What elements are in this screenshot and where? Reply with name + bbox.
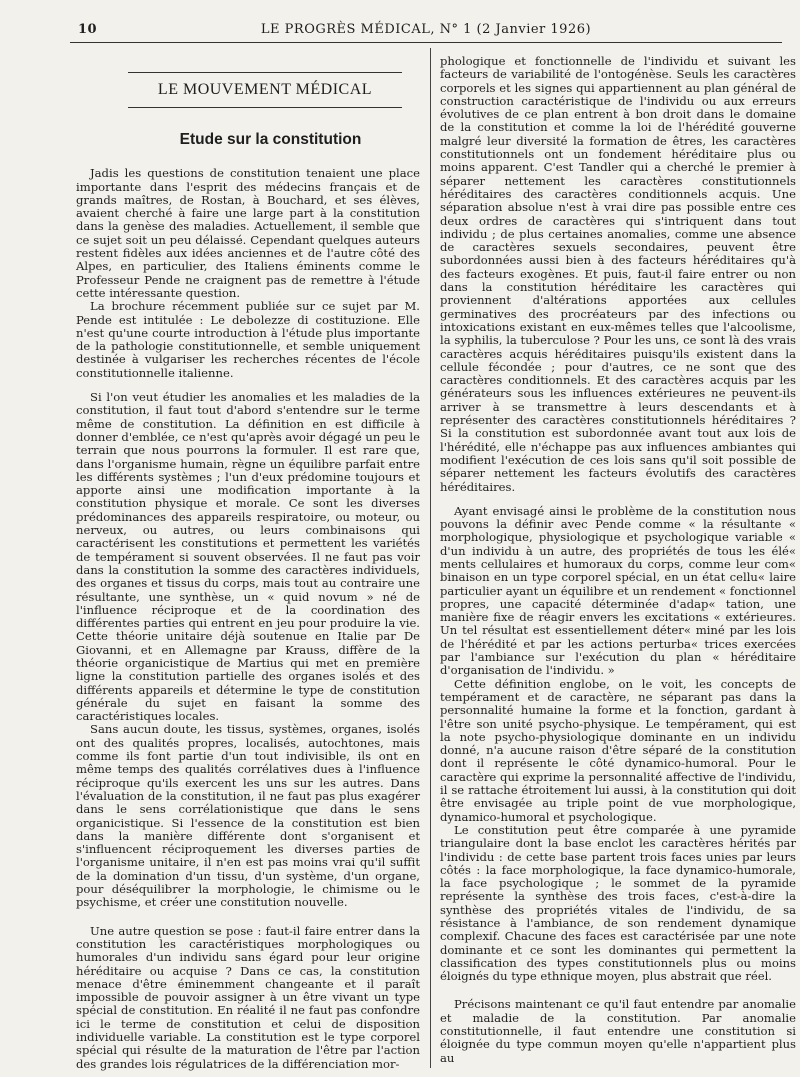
running-title: LE PROGRÈS MÉDICAL, N° 1 (2 Janvier 1926) — [260, 22, 592, 37]
paragraph: Ayant envisagé ainsi le problème de la constitution nous pouvons la définir avec Pende comme « la résultante « morphologique, physiologique et psychologique variable « d'un individu à un autre, des propriétés de tous les élé« ments cellulaires et humoraux du corps, comme leur com« binaison en un type corporel spécial, en un état cellu« laire particulier ayant un équilibre et un rendement « fonctionnel propres, une capacité déterminée d'adap« tation, une manière fixe de réagir envers les excitations « extérieures. Un tel résultat est essentiellement déter« miné par les lois de l'hérédité et par les actions perturba« trices exercées par l'ambiance sur l'exécution du plan « héréditaire d'organisation de l'individu. » — [440, 503, 796, 678]
paragraph: Le constitution peut être comparée à une pyramide triangulaire dont la base enclot les caractères hérités par l'individu : de cette base partent trois faces unies par leurs côtés : la face morphologique, la face dynamico-humorale, la face psychologique ; le sommet de la pyramide représente la synthèse des trois faces, c'est-à-dire la synthèse des propriétés vitales de l'individu, de sa résistance à l'ambiance, de son rendement dynamique complexif. Chacune des faces est caractérisée par une note dominante et ce sont les dominantes qui permettent la classification des types constitutionnels plus ou moins éloignés du type ethnique moyen, plus abstrait que réel. — [440, 822, 796, 984]
right-column — [440, 55, 796, 1065]
column-rule — [430, 48, 431, 1068]
paragraph: Cette définition englobe, on le voit, les concepts de tempérament et de caractère, ne séparant pas dans la personnalité humaine la forme et la fonction, gardant à l'être son unité psycho-physique. Le tempérament, qui est la note psycho-physiologique dominante en un individu donné, n'a aucune raison d'être séparé de la constitution dont il représente le côté dynamico-humoral. Pour le caractère qui exprime la personnalité affective de l'individu, il se rattache étroitement lui aussi, à la constitution qui doit être envisagée au triple point de vue morphologique, dynamico-humoral et psychologique. — [440, 676, 796, 824]
paragraph: Sans aucun doute, les tissus, systèmes, organes, isolés ont des qualités propres, localisés, autochtones, mais comme ils font partie d'un tout indivisible, ils ont en même temps des qualités corrélatives dues à l'influence réciproque qu'ils exercent les uns sur les autres. Dans l'évaluation de la constitution, il ne faut pas plus exagérer dans le sens corrélationistique que dans le sens organicistique. Si l'essence de la constitution est bien dans la manière différente dont s'organisent et s'influencent réciproquement les diverses parties de l'organisme unitaire, il n'en est pas moins vrai qu'il suffit de la domination d'un tissu, d'un système, d'un organe, pour déséquilibrer la morphologie, le chimisme ou le psychisme, et créer une constitution nouvelle. — [76, 722, 420, 910]
left-column — [76, 48, 420, 1071]
paragraph: Précisons maintenant ce qu'il faut entendre par anomalie et maladie de la constitution. Par anomalie constitutionnelle, il faut entendre une constitution si éloignée du type commun moyen qu'elle n'appartient plus au — [440, 997, 796, 1065]
paragraph: La brochure récemment publiée sur ce sujet par M. Pende est intitulée : Le debolezze di costituzione. Elle n'est qu'une courte introduction à l'étude plus importante de la pathologie constitutionnelle, et semble uniquement destinée à vulgariser les recherches récentes de l'école constitutionnelle italienne. — [76, 299, 420, 380]
section-title: LE MOUVEMENT MÉDICAL — [128, 72, 402, 108]
paragraph: phologique et fonctionnelle de l'individu et suivant les facteurs de variabilité de l'ontogénèse. Seuls les caractères corporels et les signes qui appartiennent au plan général de construction caractéristique de l'individu ou aux erreurs évolutives de ce plan entrent à bon droit dans le domaine de la constitution et comme la loi de l'hérédité gouverne malgré leur diversité la formation de êtres, les caractères constitutionnels ont un fondement héréditaire plus ou moins apparent. C'est Tandler qui a cherché le premier à séparer nettement les caractères constitutionnels héréditaires des caractères conditionnels acquis. Une séparation absolue n'est à vrai dire pas possible entre ces deux ordres de caractères qui s'intriquent dans tout individu ; de plus certaines anomalies, comme une absence de caractères sexuels secondaires, peuvent être subordonnées aussi bien à des facteurs héréditaires qu'à des facteurs exogènes. Et puis, faut-il faire entrer ou non dans la constitution héréditaire les caractères qui proviennent d'altérations apportées aux cellules germinatives des procréateurs par des infections ou intoxications existant en eux-mêmes telles que l'alcoolisme, la syphilis, la tuberculose ? Pour les uns, ce sont là des vrais caractères acquis héréditaires puisqu'ils existent dans la cellule fécondée ; pour d'autres, ce ne sont que des caractères conditionnels. Et des caractères acquis par les générateurs sous les influences extérieures ne peuvent-ils arriver à se transmettre à leurs descendants et à représenter des caractères constitutionnels héréditaires ? Si la constitution est subordonnée avant tout aux lois de l'hérédité, elle n'échappe pas aux influences ambiantes qui modifient l'exécution de ces lois sans qu'il soit possible de séparer nettement les facteurs évolutifs des caractères héréditaires. — [440, 54, 796, 494]
page-header — [70, 20, 782, 43]
page-number: 10 — [78, 22, 98, 37]
paragraph: Une autre question se pose : faut-il faire entrer dans la constitution les caractéristiques morphologiques ou humorales d'un individu sans égard pour leur origine héréditaire ou acquise ? Dans ce cas, la constitution menace d'être éminemment changeante et il paraît impossible de pouvoir assigner à un être vivant un type spécial de constitution. En réalité il ne faut pas confondre ici le terme de constitution et celui de disposition individuelle variable. La constitution est le type corporel spécial qui résulte de la maturation de l'être par l'action des grandes lois régulatrices de la différenciation mor- — [76, 923, 420, 1071]
article-title: Etude sur la constitution — [179, 131, 362, 148]
paragraph: Jadis les questions de constitution tenaient une place importante dans l'esprit des médecins français et de grands maîtres, de Rostan, à Bouchard, et ses élèves, avaient cherché à faire une large part à la constitution dans la genèse des maladies. Actuellement, il semble que ce sujet soit un peu délaissé. Cependant quelques auteurs restent fidèles aux idées anciennes et de l'autre côté des Alpes, en particulier, des Italiens éminents comme le Professeur Pende ne craignent pas de remettre à l'étude cette intéressante question. — [76, 166, 420, 300]
paragraph: Si l'on veut étudier les anomalies et les maladies de la constitution, il faut tout d'abord s'entendre sur le terme même de constitution. La définition en est difficile à donner d'emblée, ce n'est qu'après avoir dégagé un peu le terrain que nous pourrons la formuler. Il est rare que, dans l'organisme humain, règne un équilibre parfait entre les différents systèmes ; l'un d'eux prédomine toujours et apporte ainsi une modification importante à la constitution physique et morale. Ce sont les diverses prédominances des appareils respiratoire, ou moteur, ou nerveux, ou autres, ou leurs combinaisons qui caractérisent les constitutions et permettent les variétés de tempérament si souvent observées. Il ne faut pas voir dans la constitution la somme des caractères individuels, des organes et tissus du corps, mais tout au contraire une résultante, une synthèse, un « quid novum » né de l'influence réciproque et de la coordination des différentes parties qui entrent en jeu pour produire la vie. Cette théorie unitaire déjà soutenue en Italie par De Giovanni, et en Allemagne par Krauss, diffère de la théorie organicistique de Martius qui met en première ligne la constitution partielle des organes isolés et des différents appareils et détermine le type de constitution générale du sujet en faisant la somme des caractéristiques locales. — [76, 390, 420, 724]
